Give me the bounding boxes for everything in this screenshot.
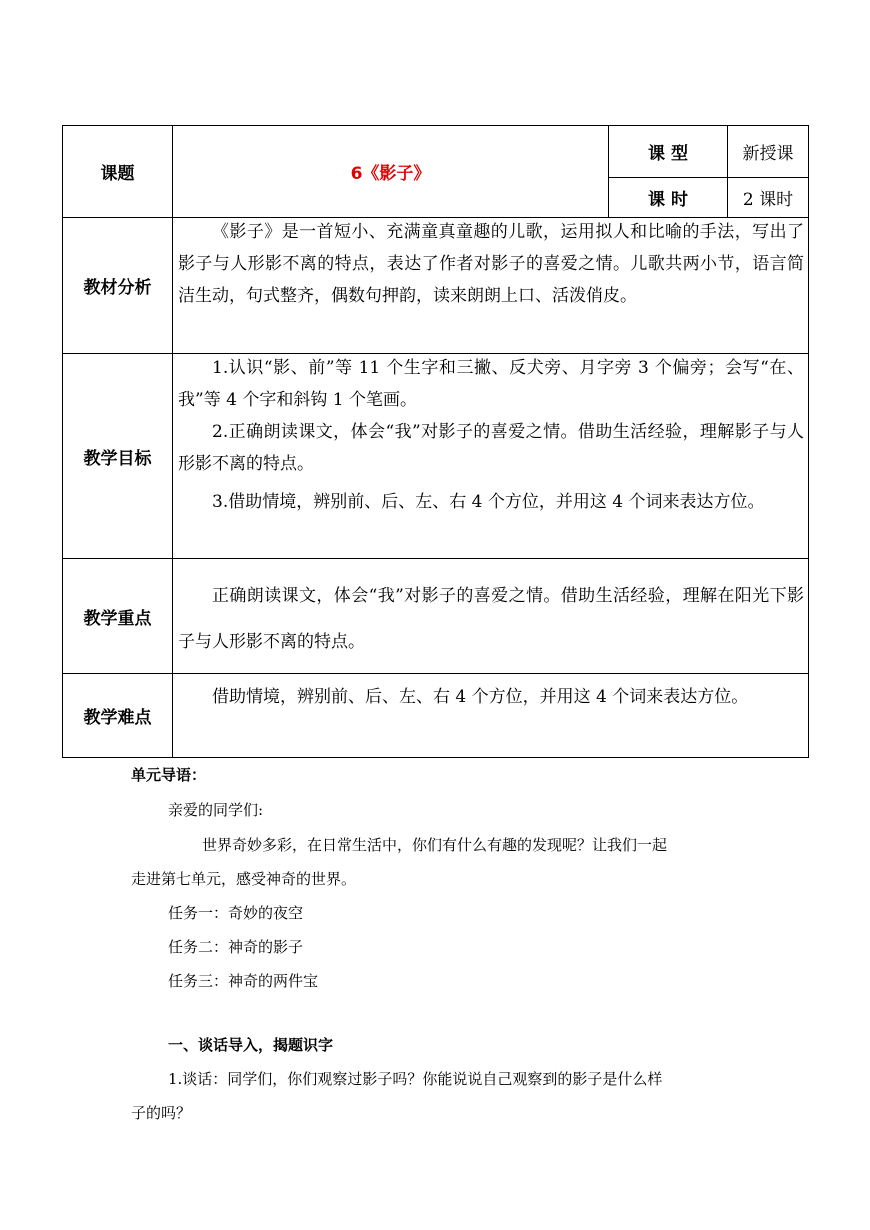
type-label: 课 型 (648, 144, 688, 164)
section-1-heading: 一、谈话导入，揭题识字 (168, 1036, 334, 1054)
title-value-cell (172, 125, 609, 218)
hours-value: 2 课时 (742, 190, 794, 210)
task-1: 任务一：奇妙的夜空 (168, 904, 304, 922)
lesson-title: 6《影子》 (350, 164, 431, 184)
intro-line-2: 走进第七单元，感受神奇的世界。 (131, 870, 357, 888)
analysis-text: 《影子》是一首短小、充满童真童趣的儿歌，运用拟人和比喻的手法，写出了影子与人形影不离的特点，表达了作者对影子的喜爱之情。儿歌共两小节，语言简洁生动，句式整齐，偶数句押韵，读来朗朗上口、活泼俏皮。 (178, 222, 804, 306)
key-label: 教学重点 (83, 608, 152, 629)
goal-3: 3.借助情境，辨别前、后、左、右 4 个方位，并用这 4 个词来表达方位。 (212, 492, 765, 512)
unit-intro-heading: 单元导语： (131, 766, 207, 784)
title-label-cell (62, 125, 173, 218)
key-text: 正确朗读课文，体会“我”对影子的喜爱之情。借助生活经验，理解在阳光下影子与人形影不离的特点。 (178, 586, 804, 652)
difficulty-label-cell (62, 673, 173, 758)
greeting: 亲爱的同学们: (168, 801, 264, 819)
hours-label-cell (608, 177, 728, 218)
type-value: 新授课 (742, 144, 794, 164)
hours-value-cell (727, 177, 809, 218)
task-2: 任务二：神奇的影子 (168, 938, 304, 956)
goals-label-cell (62, 353, 173, 559)
type-label-cell (608, 125, 728, 178)
step-1-line-2: 子的吗？ (131, 1104, 192, 1122)
title-label: 课题 (100, 164, 135, 184)
hours-label: 课 时 (648, 190, 688, 210)
intro-line-1: 世界奇妙多彩，在日常生活中，你们有什么有趣的发现呢？让我们一起 (202, 836, 668, 854)
step-1-line-1: 1.谈话：同学们，你们观察过影子吗？你能说说自己观察到的影子是什么样 (168, 1070, 663, 1088)
analysis-label-cell (62, 217, 173, 354)
difficulty-text: 借助情境，辨别前、后、左、右 4 个方位，并用这 4 个词来表达方位。 (212, 687, 749, 707)
task-3: 任务三：神奇的两件宝 (168, 972, 319, 990)
difficulty-label: 教学难点 (83, 708, 152, 728)
analysis-label: 教材分析 (83, 278, 152, 298)
type-value-cell (727, 125, 809, 178)
goal-1: 1.认识“影、前”等 11 个生字和三撇、反犬旁、月字旁 3 个偏旁；会写“在、我”等 4 个字和斜钩 1 个笔画。 (178, 358, 804, 410)
key-label-cell (62, 558, 173, 674)
goals-label: 教学目标 (83, 448, 152, 469)
goal-2: 2.正确朗读课文，体会“我”对影子的喜爱之情。借助生活经验，理解影子与人形影不离的特点。 (178, 422, 804, 474)
